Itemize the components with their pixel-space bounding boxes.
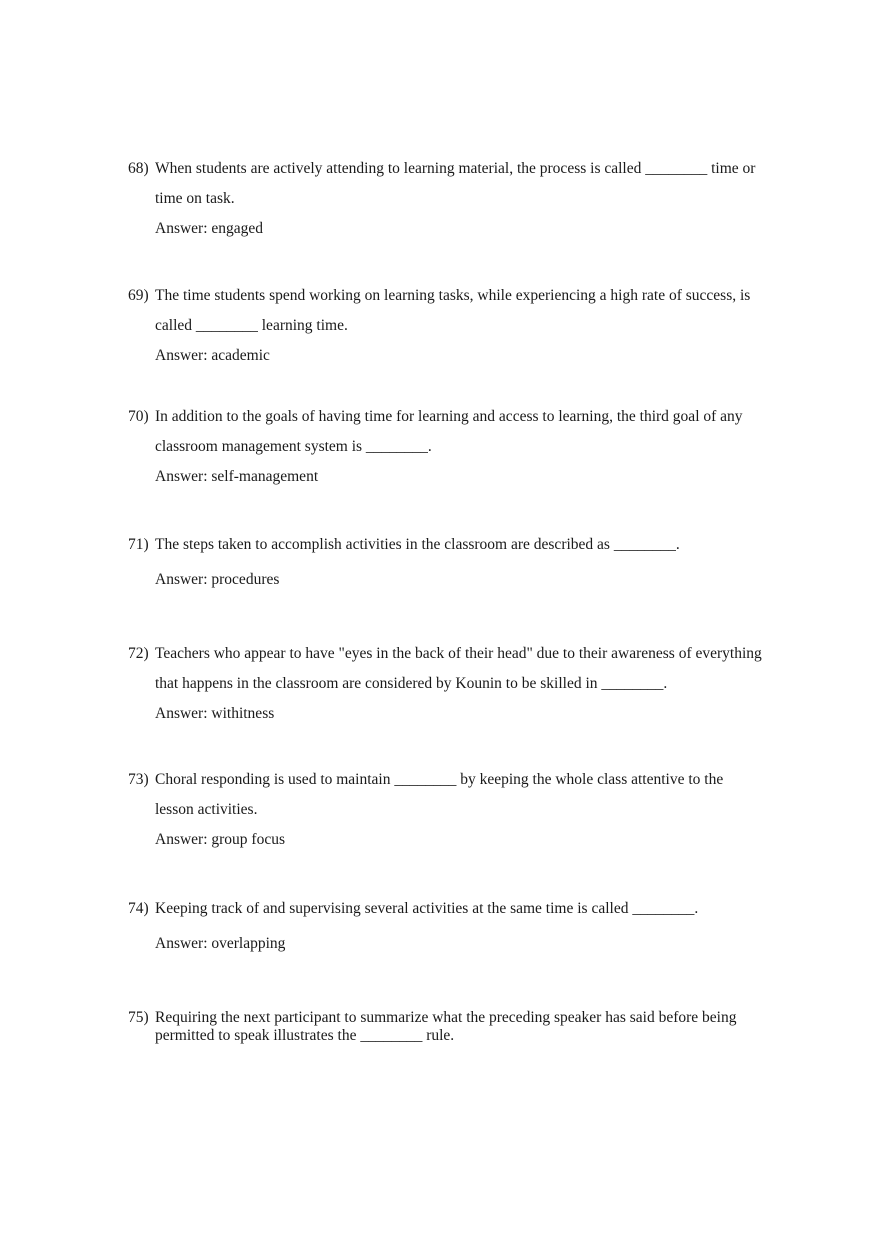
question-text-line: When students are actively attending to learning material, the process is called ________ time or — [155, 160, 756, 177]
question-text-line: Choral responding is used to maintain ________ by keeping the whole class attentive to the — [155, 771, 724, 788]
question-text-line: In addition to the goals of having time for learning and access to learning, the third goal of any — [155, 408, 743, 425]
answer-text: Answer: overlapping — [155, 935, 286, 952]
question-number: 74) — [128, 900, 149, 917]
answer-text: Answer: procedures — [155, 571, 280, 588]
question-text-line: Teachers who appear to have "eyes in the back of their head" due to their awareness of everything — [155, 645, 762, 662]
question-number: 70) — [128, 408, 149, 425]
answer-text: Answer: withitness — [155, 705, 275, 722]
question-text-line: The steps taken to accomplish activities in the classroom are described as ________. — [155, 536, 680, 553]
answer-text: Answer: academic — [155, 347, 270, 364]
question-number: 71) — [128, 536, 149, 553]
question-text-line: time on task. — [155, 190, 235, 207]
question-number: 75) — [128, 1009, 149, 1026]
question-text-line: that happens in the classroom are considered by Kounin to be skilled in ________. — [155, 675, 668, 692]
question-text-line: permitted to speak illustrates the ________ rule. — [155, 1027, 455, 1044]
answer-text: Answer: group focus — [155, 831, 286, 848]
question-number: 72) — [128, 645, 149, 662]
question-text-line: called ________ learning time. — [155, 317, 348, 334]
question-text-line: lesson activities. — [155, 801, 258, 818]
question-text-line: Keeping track of and supervising several activities at the same time is called ________. — [155, 900, 699, 917]
question-text-line: The time students spend working on learning tasks, while experiencing a high rate of success, is — [155, 287, 751, 304]
answer-text: Answer: self-management — [155, 468, 319, 485]
question-number: 69) — [128, 287, 149, 304]
question-number: 73) — [128, 771, 149, 788]
question-text-line: classroom management system is ________. — [155, 438, 432, 455]
answer-text: Answer: engaged — [155, 220, 264, 237]
question-number: 68) — [128, 160, 149, 177]
question-text-line: Requiring the next participant to summarize what the preceding speaker has said before being — [155, 1009, 737, 1026]
